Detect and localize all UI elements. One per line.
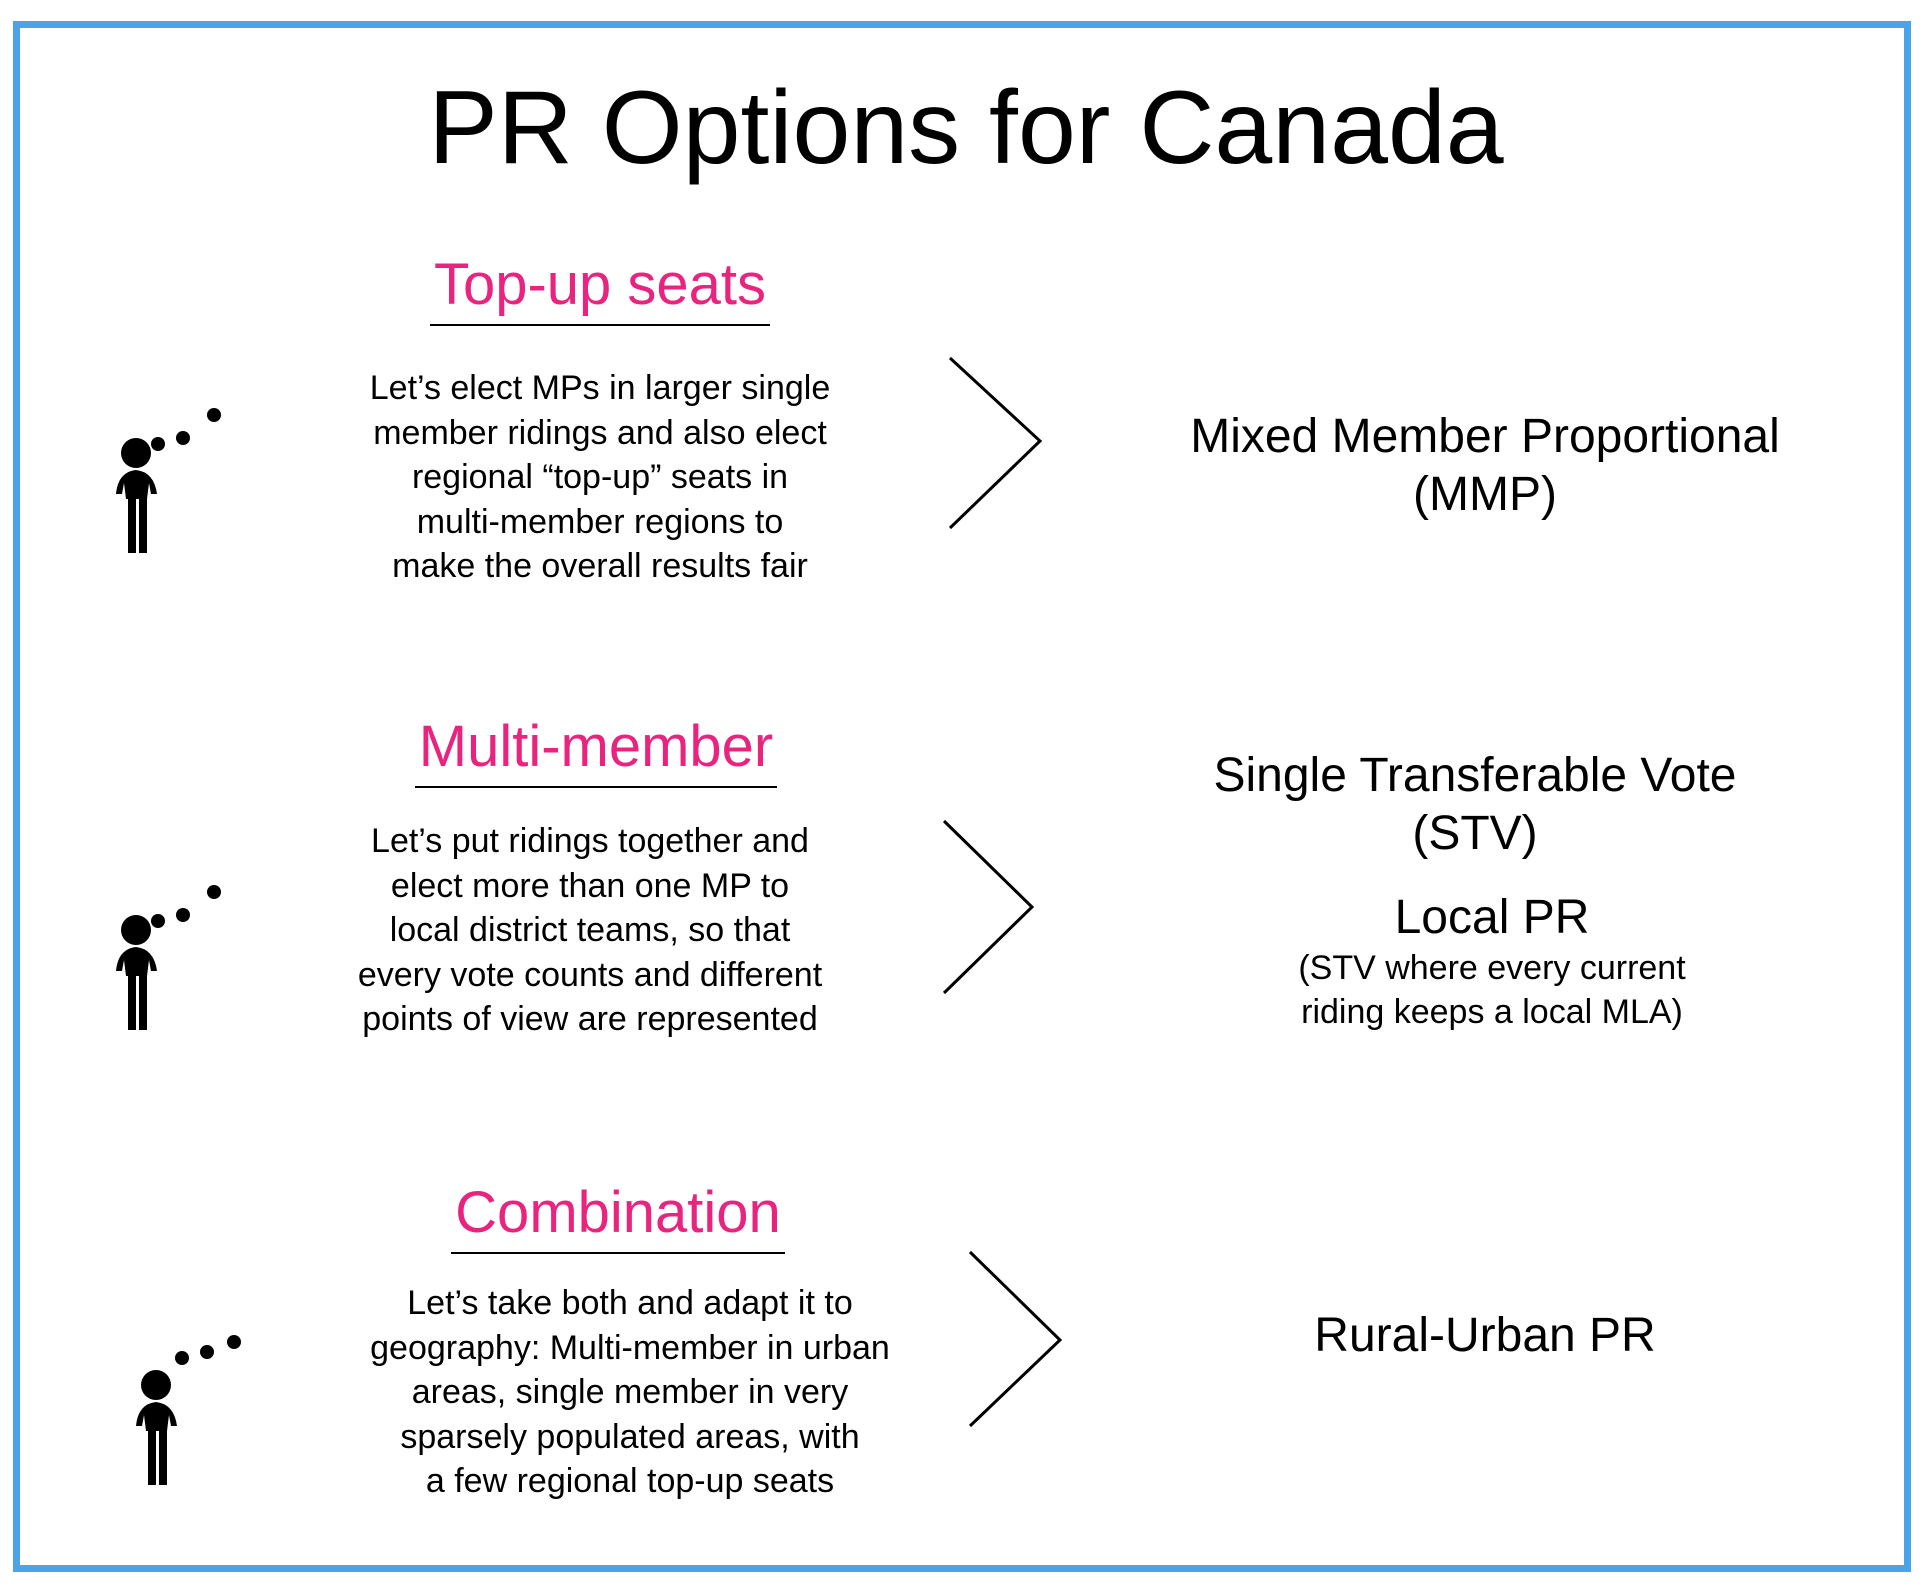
result-local-pr: Local PR [1394,891,1590,944]
description-combination: Let’s take both and adapt it to geography: Multi-member in urban areas, single member in very sparsely populated areas, with a few regional top-up seats [370,1284,890,1500]
chevron-right-icon [960,1250,1070,1430]
chevron-right-icon [934,819,1044,999]
result-mmp: Mixed Member Proportional (MMP) [1190,410,1780,521]
heading-top-up-seats: Top-up seats [250,252,950,326]
result-stv: Single Transferable Vote (STV) [1213,749,1737,860]
result-local-pr-note: (STV where every current riding keeps a local MLA) [1298,949,1686,1031]
description-top-up-seats: Let’s elect MPs in larger single member ridings and also elect regional “top-up” seats in multi-member regions to make the overall results fair [369,369,831,585]
person-thinking-icon [94,875,244,1055]
page-title: PR Options for Canada [428,70,1504,186]
heading-combination: Combination [268,1180,968,1254]
description-multi-member: Let’s put ridings together and elect more than one MP to local district teams, so that every vote counts and different points of view are represented [357,822,823,1038]
result-rural-urban-pr: Rural-Urban PR [1314,1309,1656,1362]
person-thinking-icon [114,1330,264,1510]
chevron-right-icon [940,356,1050,536]
person-thinking-icon [94,398,244,578]
heading-multi-member: Multi-member [246,714,946,788]
